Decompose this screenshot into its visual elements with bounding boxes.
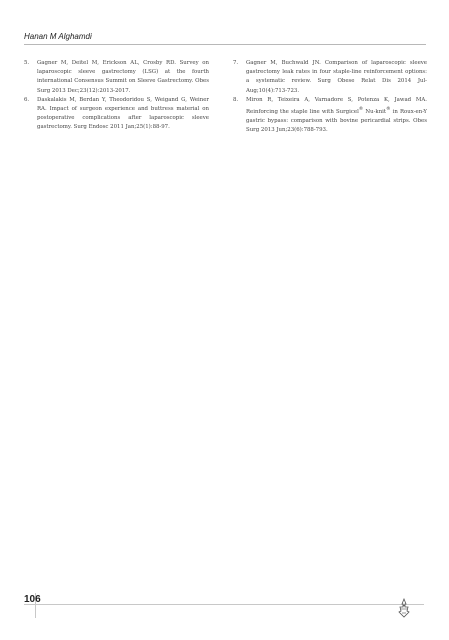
reference-item (24, 96, 209, 133)
references-column-right (233, 59, 427, 135)
references-column-left (24, 59, 209, 133)
reference-text: Daskalakis M, Berdan Y, Theodoridou S, Weigand G, Weiner RA. Impact of surgeon experience and buttress material on postoperative complications after laparoscopic sleeve gastrectomy. Surg Endosc 2011 Jan;25(1):88-97. (37, 96, 209, 131)
running-header-author: Hanan M Alghamdi (24, 32, 92, 41)
reference-text: Gagner M, Buchwald JN. Comparison of laparoscopic sleeve gastrectomy leak rates in four staple-line reinforcement options: a systematic review. Surg Obese Relat Dis 2014 Jul-Aug;10(4):713-723. (246, 60, 427, 94)
reference-number: 5. (24, 60, 30, 66)
reference-number: 8. (233, 96, 239, 103)
reference-item (24, 59, 209, 96)
footer-rule (24, 604, 424, 605)
header-rule (24, 44, 426, 45)
reference-item (233, 59, 427, 96)
reference-text-part: Miron R, Teixeira A, Varnadore S, Potenza K, Jawad MA. Reinforcing the staple line with Surgicel (246, 96, 427, 115)
reference-text-part: in Roux-en-Y gastric bypass: comparison with bovine pericardial strips. Obes Surg 2013 Jun;23(6):788-793. (246, 108, 427, 134)
reference-text: Gagner M, Deitel M, Erickson AL, Crosby RD. Survey on laparoscopic sleeve gastrectomy (LSG) at the fourth international Consensus Summit on Sleeve Gastrectomy. Obes Surg 2013 Dec;23(12):2013-2017. (37, 60, 209, 94)
publisher-logo-icon (397, 598, 411, 618)
reference-item (233, 96, 427, 136)
page-number: 106 (24, 594, 41, 605)
registered-mark: ® (358, 107, 364, 113)
reference-number: 6. (24, 96, 30, 103)
reference-text (246, 97, 427, 133)
reference-text-part: Nu-knit (363, 108, 387, 115)
reference-number: 7. (233, 60, 239, 66)
registered-mark: ® (386, 107, 391, 113)
